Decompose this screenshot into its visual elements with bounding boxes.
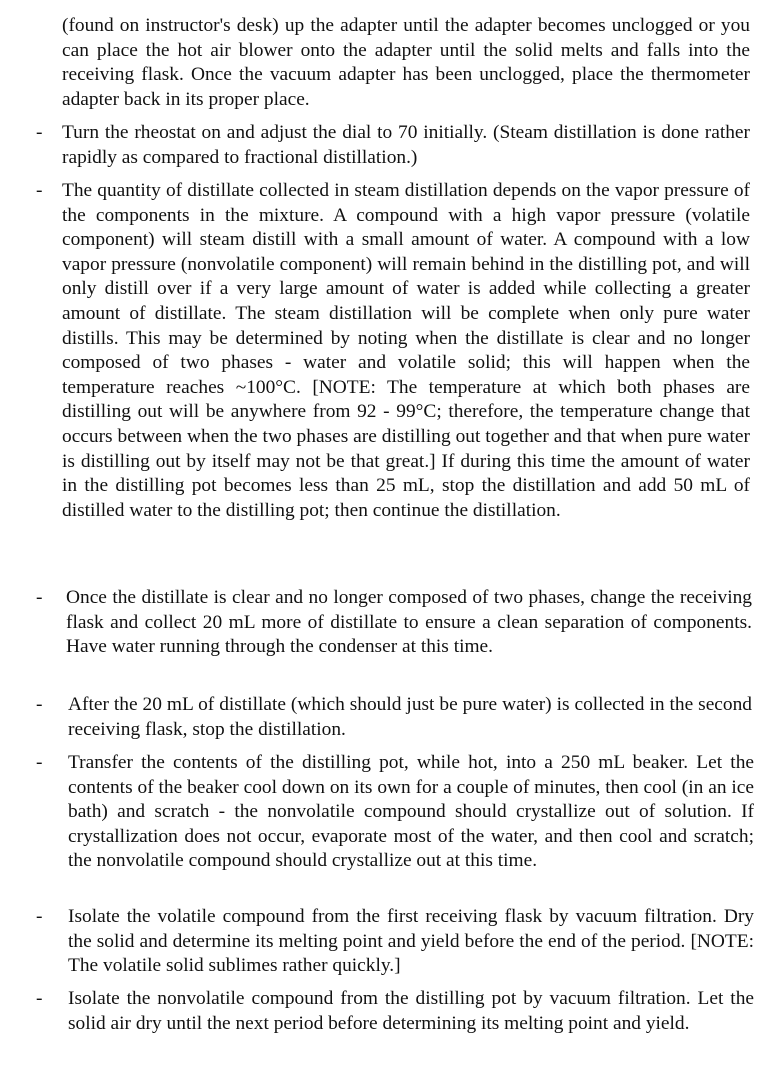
bullet-marker: -	[36, 694, 43, 715]
instruction-stop-distillation: After the 20 mL of distillate (which should just be pure water) is collected in the second receiving flask, stop the distillation.	[68, 694, 752, 740]
bullet-marker: -	[36, 906, 43, 927]
bullet-marker: -	[36, 752, 43, 773]
bullet-marker: -	[36, 988, 43, 1009]
continuation-paragraph: (found on instructor's desk) up the adapter until the adapter becomes unclogged or you can place the hot air blower onto the adapter until the solid melts and falls into the receiving flask. Once the vacuum adapter has been unclogged, place the thermometer adapter back in its proper place.	[62, 15, 750, 110]
bullet-marker: -	[36, 587, 43, 608]
instruction-rheostat: Turn the rheostat on and adjust the dial to 70 initially. (Steam distillation is done rather rapidly as compared to fractional distillation.)	[62, 122, 750, 168]
instruction-change-receiving-flask: Once the distillate is clear and no longer composed of two phases, change the receiving flask and collect 20 mL more of distillate to ensure a clean separation of components. Have water running through the condenser at this time.	[66, 587, 752, 658]
instruction-isolate-nonvolatile: Isolate the nonvolatile compound from the distilling pot by vacuum filtration. Let the solid air dry until the next period before determining its melting point and yield.	[68, 988, 754, 1034]
bullet-marker: -	[36, 180, 43, 201]
instruction-isolate-volatile: Isolate the volatile compound from the first receiving flask by vacuum filtration. Dry the solid and determine its melting point and yield before the end of the period. [NOTE: The volatile solid sublimes rather quickly.]	[68, 906, 754, 977]
instruction-distillate-quantity: The quantity of distillate collected in steam distillation depends on the vapor pressure of the components in the mixture. A compound with a high vapor pressure (volatile component) will steam distill with a small amount of water. A compound with a low vapor pressure (nonvolatile component) will remain behind in the distilling pot, and will only distill over if a very large amount of water is added while collecting a greater amount of distillate. The steam distillation will be complete when only pure water distills. This may be determined by noting when the distillate is clear and no longer composed of two phases - water and volatile solid; this will happen when the temperature reaches ~100°C. [NOTE: The temperature at which both phases are distilling out will be anywhere from 92 - 99°C; therefore, the temperature change that occurs between when the two phases are distilling out together and that when pure water is distilling out by itself may not be that great.] If during this time the amount of water in the distilling pot becomes less than 25 mL, stop the distillation and add 50 mL of distilled water to the distilling pot; then continue the distillation.	[62, 180, 750, 521]
instruction-transfer-contents: Transfer the contents of the distilling pot, while hot, into a 250 mL beaker. Let the contents of the beaker cool down on its own for a couple of minutes, then cool (in an ice bath) and scratch - the nonvolatile compound should crystallize out of solution. If crystallization does not occur, evaporate most of the water, and then cool and scratch; the nonvolatile compound should crystallize out at this time.	[68, 752, 754, 872]
bullet-marker: -	[36, 122, 43, 143]
